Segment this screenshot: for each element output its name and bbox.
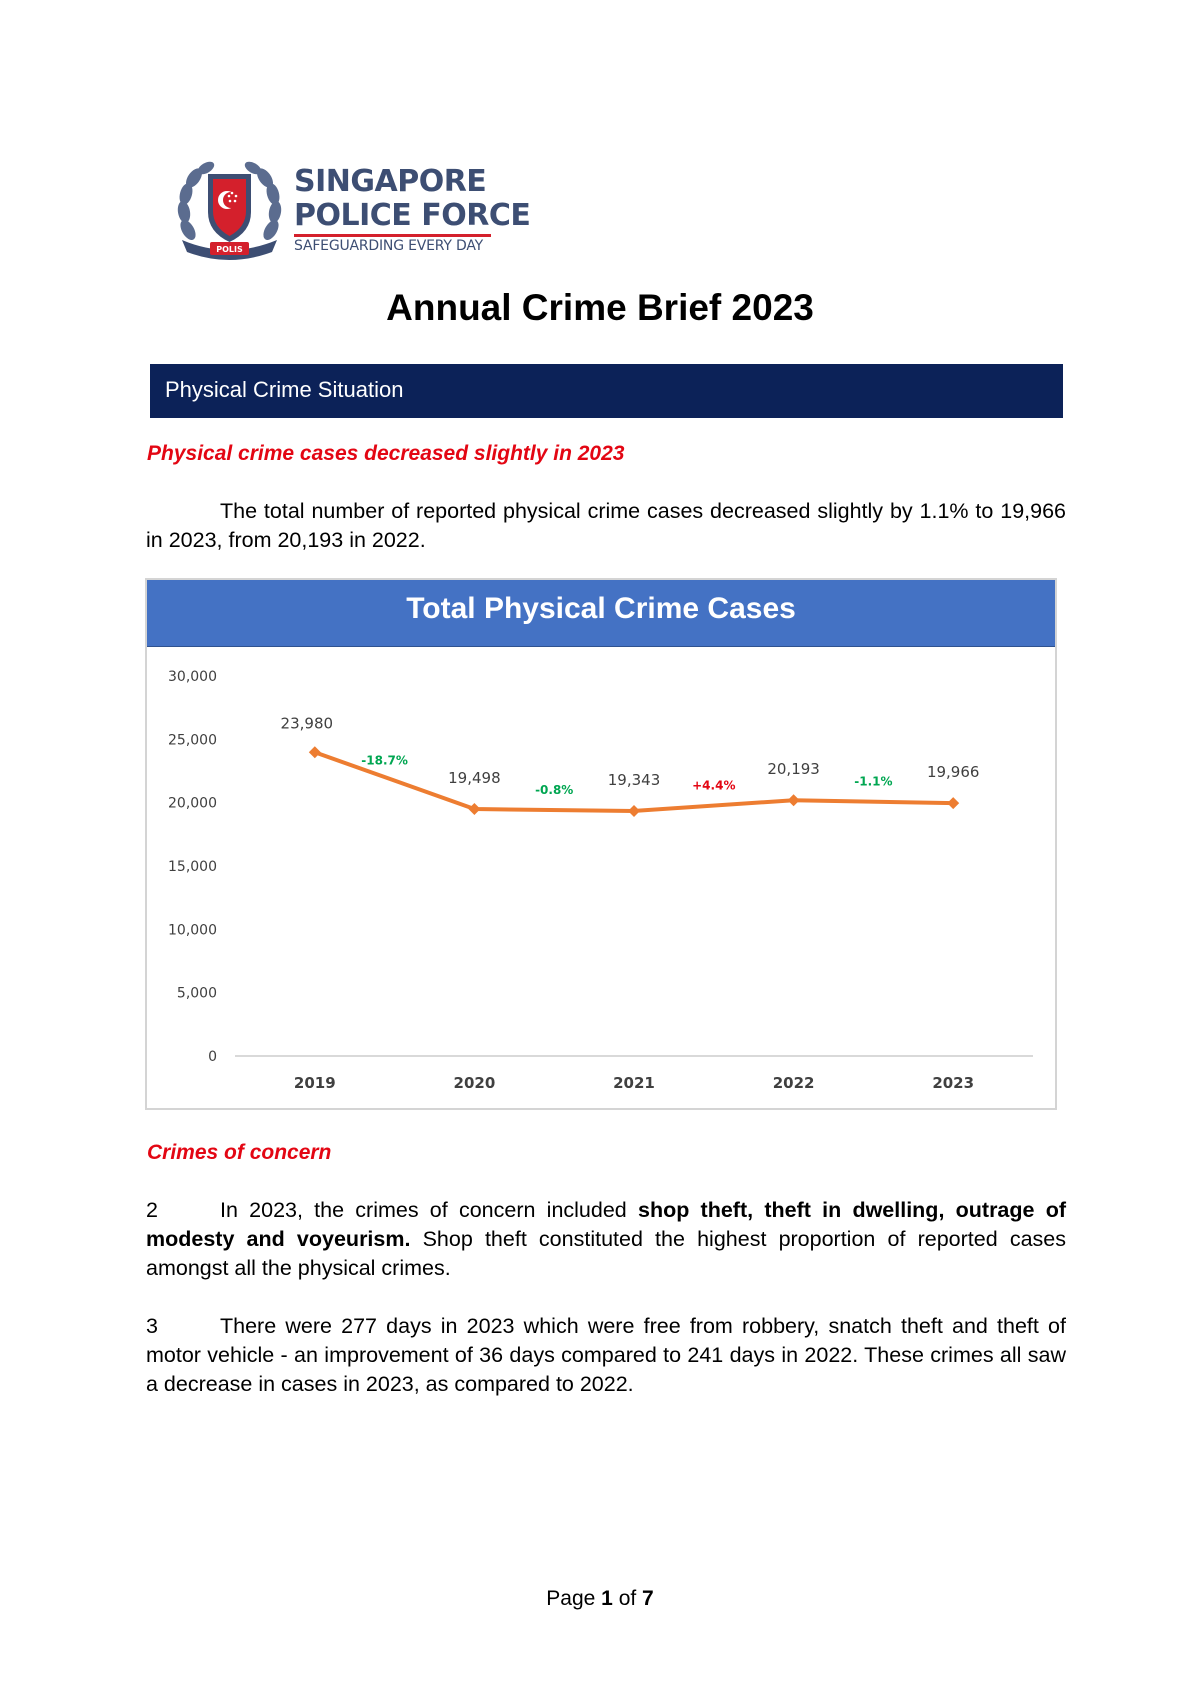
chart-header bbox=[147, 580, 1055, 647]
x-tick-label: 2021 bbox=[613, 1074, 655, 1092]
paragraph-2 bbox=[146, 1196, 1066, 1283]
paragraph-number: 2 bbox=[146, 1198, 158, 1222]
change-label: -1.1% bbox=[854, 774, 893, 789]
paragraph-2-text-a: In 2023, the crimes of concern included bbox=[220, 1198, 638, 1222]
spf-logo bbox=[172, 160, 531, 260]
section-header-bar bbox=[150, 364, 1063, 418]
section1-heading: Physical crime cases decreased slightly in 2023 bbox=[147, 442, 625, 465]
section-header-label: Physical Crime Situation bbox=[165, 377, 404, 402]
footer-total-pages: 7 bbox=[642, 1587, 654, 1610]
chart-title: Total Physical Crime Cases bbox=[406, 592, 796, 625]
y-tick-label: 15,000 bbox=[168, 859, 217, 875]
logo-wordmark bbox=[294, 160, 531, 260]
paragraph-2-bold: shop theft, theft in dwelling, outrage of modesty and voyeurism. bbox=[146, 1198, 1066, 1251]
data-label: 19,498 bbox=[448, 769, 501, 788]
data-label: 23,980 bbox=[280, 714, 334, 733]
x-tick-label: 2022 bbox=[772, 1074, 815, 1092]
change-label: -0.8% bbox=[535, 783, 574, 798]
paragraph-number: 3 bbox=[146, 1314, 158, 1338]
data-point bbox=[947, 797, 959, 809]
data-point bbox=[788, 794, 800, 806]
data-label: 19,343 bbox=[607, 770, 661, 789]
crime-chart bbox=[145, 578, 1057, 1110]
logo-line-police-force: POLICE FORCE bbox=[294, 198, 531, 233]
paragraph-2-text-b: Shop theft constituted the highest proportion of reported cases amongst all the physical crimes. bbox=[146, 1227, 1066, 1280]
footer-page-word: Page bbox=[546, 1587, 596, 1610]
y-tick-label: 25,000 bbox=[168, 732, 217, 749]
page-footer bbox=[0, 1587, 1200, 1611]
police-crest-icon bbox=[172, 160, 287, 260]
section1-paragraph bbox=[146, 497, 1066, 555]
change-label: -18.7% bbox=[361, 753, 408, 768]
x-tick-label: 2023 bbox=[932, 1074, 975, 1092]
logo-line-singapore: SINGAPORE bbox=[294, 164, 487, 199]
data-point bbox=[468, 803, 480, 815]
y-tick-label: 0 bbox=[208, 1049, 217, 1065]
x-tick-label: 2020 bbox=[453, 1074, 496, 1092]
y-tick-label: 20,000 bbox=[168, 795, 217, 812]
svg-text:POLIS: POLIS bbox=[216, 245, 243, 254]
footer-current-page: 1 bbox=[601, 1587, 613, 1610]
paragraph-3 bbox=[146, 1312, 1066, 1399]
data-label: 20,193 bbox=[767, 760, 820, 779]
data-point bbox=[628, 805, 640, 817]
logo-tagline: SAFEGUARDING EVERY DAY bbox=[294, 238, 483, 254]
y-tick-label: 5,000 bbox=[176, 985, 217, 1002]
section1-paragraph-text: The total number of reported physical crime cases decreased slightly by 1.1% to 19,966 in 2023, from 20,193 in 2022. bbox=[146, 499, 1066, 552]
document-title: Annual Crime Brief 2023 bbox=[386, 287, 814, 328]
section2-heading: Crimes of concern bbox=[147, 1141, 332, 1164]
data-point bbox=[309, 746, 321, 758]
logo-divider bbox=[294, 234, 491, 237]
paragraph-3-text: There were 277 days in 2023 which were free from robbery, snatch theft and theft of motor vehicle - an improvement of 36 days compared to 241 days in 2022. These crimes all saw a decrease in cases in 2023, as compared to 2022. bbox=[146, 1314, 1066, 1396]
footer-of-word: of bbox=[618, 1587, 637, 1610]
y-tick-label: 10,000 bbox=[168, 922, 217, 939]
chart-plot bbox=[147, 646, 1055, 1106]
x-tick-label: 2019 bbox=[293, 1074, 336, 1092]
data-label: 19,966 bbox=[926, 763, 980, 782]
change-label: +4.4% bbox=[692, 778, 736, 793]
y-tick-label: 30,000 bbox=[168, 669, 217, 685]
